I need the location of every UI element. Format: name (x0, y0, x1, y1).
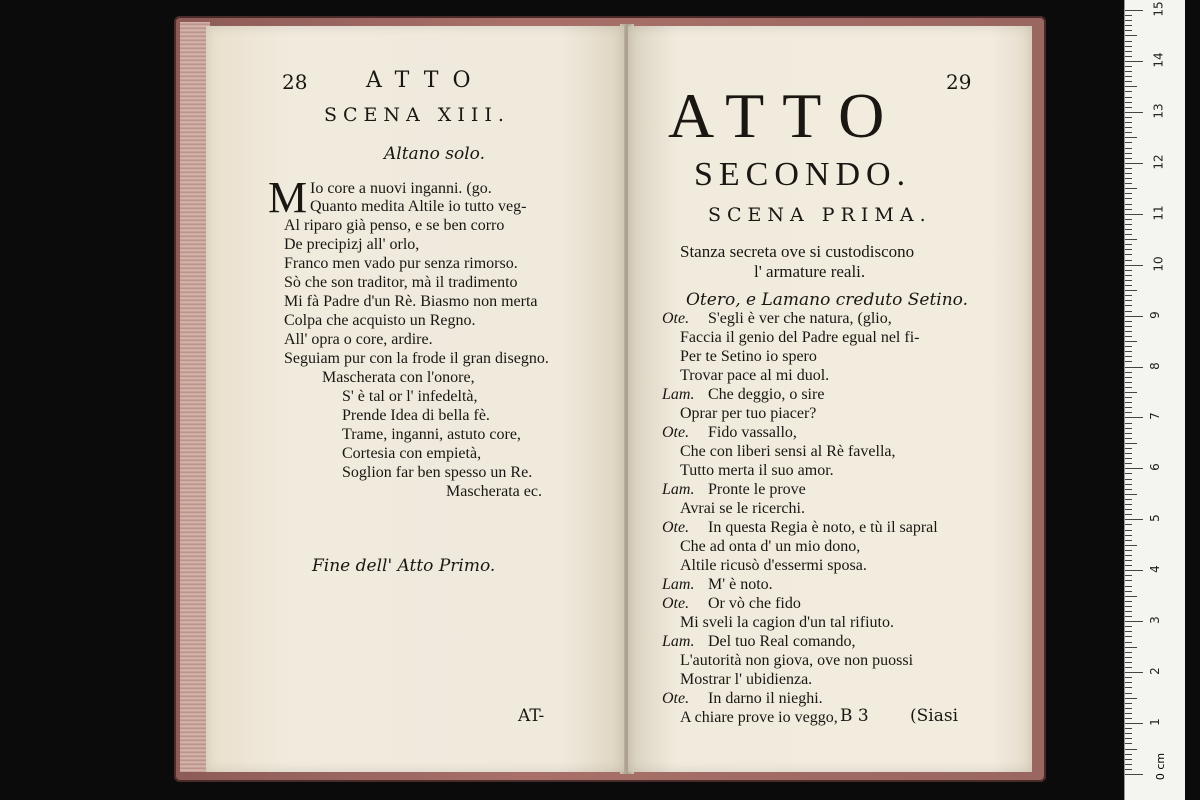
dialogue-line: Oprar per tuo piacer? (680, 405, 817, 422)
dialogue-line: Pronte le prove (708, 481, 806, 498)
ruler-tick (1125, 728, 1132, 729)
speaker-abbreviation: Lam. (662, 386, 695, 403)
dialogue-line: A chiare prove io veggo, (680, 709, 838, 726)
ruler-tick (1125, 214, 1143, 215)
verse-line: S' è tal or l' infedeltà, (342, 388, 478, 405)
ruler-tick (1125, 153, 1132, 154)
ruler-tick (1125, 433, 1132, 434)
ruler-tick (1125, 438, 1132, 439)
ruler-tick (1125, 66, 1132, 67)
ruler-tick (1125, 392, 1137, 393)
ruler-tick (1125, 142, 1132, 143)
ruler-tick (1125, 178, 1132, 179)
ruler-tick (1125, 76, 1132, 77)
ruler-tick (1125, 468, 1143, 469)
ruler-tick (1125, 545, 1137, 546)
ruler-tick (1125, 606, 1132, 607)
right-page (628, 26, 1032, 772)
ruler-tick (1125, 107, 1132, 108)
ruler-tick (1125, 112, 1143, 113)
ruler-tick (1125, 265, 1143, 266)
ruler-tick (1125, 397, 1132, 398)
ruler-tick (1125, 580, 1132, 581)
ruler-tick (1125, 148, 1132, 149)
ruler-tick (1125, 769, 1132, 770)
ruler-tick (1125, 356, 1132, 357)
ruler-tick (1125, 698, 1137, 699)
ruler-tick (1125, 173, 1132, 174)
ruler-tick (1125, 346, 1132, 347)
scene-heading: SCENA PRIMA. (708, 204, 932, 226)
setting-line: Stanza secreta ove si custodiscono (680, 242, 915, 261)
ruler-number: 10 (1151, 256, 1166, 272)
verse-line: Soglion far ben spesso un Re. (342, 464, 533, 481)
speaker-abbreviation: Ote. (662, 595, 690, 612)
ruler-tick (1125, 341, 1137, 342)
ruler-tick (1125, 479, 1132, 480)
ruler-tick (1125, 530, 1132, 531)
ruler-tick (1125, 336, 1132, 337)
ruler-tick (1125, 524, 1132, 525)
verse-line: Al riparo già penso, e se ben corro (284, 217, 505, 234)
ruler-tick (1125, 570, 1143, 571)
ruler-tick (1125, 260, 1132, 261)
verse-line: Quanto medita Altile io tutto veg- (310, 198, 527, 215)
ruler-tick (1125, 209, 1132, 210)
ruler-tick (1125, 97, 1132, 98)
ruler-tick (1125, 188, 1137, 189)
ruler-tick (1125, 652, 1132, 653)
ruler-tick (1125, 367, 1143, 368)
ruler-tick (1125, 489, 1132, 490)
verse-line: Franco men vado pur senza rimorso. (284, 255, 518, 272)
ruler-tick (1125, 428, 1132, 429)
act-title: ATTO (668, 80, 903, 151)
ruler-tick (1125, 601, 1132, 602)
catchword: (Siasi (910, 706, 959, 726)
dialogue-line: Che con liberi sensi al Rè favella, (680, 443, 896, 460)
signature-mark: B 3 (840, 706, 869, 726)
ruler-tick (1125, 51, 1132, 52)
ruler-tick (1125, 41, 1132, 42)
speaker-abbreviation: Ote. (662, 690, 690, 707)
ruler-tick (1125, 519, 1143, 520)
ruler-tick (1125, 473, 1132, 474)
ruler-tick (1125, 193, 1132, 194)
ruler-tick (1125, 738, 1132, 739)
dialogue-line: S'egli è ver che natura, (glio, (708, 310, 892, 327)
ruler-tick (1125, 351, 1132, 352)
ruler-tick (1125, 290, 1137, 291)
ruler-tick (1125, 387, 1132, 388)
ruler-tick (1125, 509, 1132, 510)
ruler-tick (1125, 631, 1132, 632)
ruler-tick (1125, 117, 1132, 118)
ruler-tick (1125, 759, 1132, 760)
dialogue-line: Del tuo Real comando, (708, 633, 856, 650)
ruler-tick (1125, 224, 1132, 225)
ruler-tick (1125, 764, 1132, 765)
verse-line: De precipizj all' orlo, (284, 236, 420, 253)
ruler-tick (1125, 10, 1143, 11)
speaker-abbreviation: Lam. (662, 633, 695, 650)
ruler-tick (1125, 137, 1137, 138)
measuring-ruler (1124, 0, 1185, 800)
ruler-tick (1125, 555, 1132, 556)
ruler-tick (1125, 417, 1143, 418)
speaker-abbreviation: Ote. (662, 310, 690, 327)
ruler-tick (1125, 204, 1132, 205)
dialogue-line: Che deggio, o sire (708, 386, 825, 403)
ruler-tick (1125, 326, 1132, 327)
dialogue-line: Avrai se le ricerchi. (680, 500, 805, 517)
ruler-tick (1125, 275, 1132, 276)
catchword: AT- (518, 706, 545, 726)
ruler-tick (1125, 300, 1132, 301)
ruler-tick (1125, 540, 1132, 541)
dialogue-line: In questa Regia è noto, e tù il sapral (708, 519, 938, 536)
ruler-tick (1125, 91, 1132, 92)
ruler-tick (1125, 560, 1132, 561)
ruler-tick (1125, 46, 1132, 47)
dialogue-line: Per te Setino io spero (680, 348, 817, 365)
ruler-tick (1125, 672, 1143, 673)
ruler-tick (1125, 657, 1132, 658)
ruler-tick (1125, 642, 1132, 643)
dialogue-line: Fido vassallo, (708, 424, 797, 441)
ruler-tick (1125, 285, 1132, 286)
verse-line: All' opra o core, ardire. (284, 331, 433, 348)
left-page (206, 26, 624, 772)
ruler-tick (1125, 458, 1132, 459)
ruler-tick (1125, 550, 1132, 551)
ruler-tick (1125, 71, 1132, 72)
verse-line: Prende Idea di bella fè. (342, 407, 490, 424)
ruler-tick (1125, 504, 1132, 505)
ruler-number: 7 (1147, 412, 1162, 421)
ruler-tick (1125, 321, 1132, 322)
ruler-tick (1125, 626, 1132, 627)
ruler-tick (1125, 280, 1132, 281)
ruler-tick (1125, 61, 1143, 62)
ruler-tick (1125, 295, 1132, 296)
ruler-tick (1125, 382, 1132, 383)
ruler-tick (1125, 463, 1132, 464)
ruler-tick (1125, 234, 1132, 235)
ruler-tick (1125, 239, 1137, 240)
dialogue-line: Che ad onta d' un mio dono, (680, 538, 861, 555)
ruler-tick (1125, 35, 1137, 36)
ruler-tick (1125, 331, 1132, 332)
ruler-tick (1125, 423, 1132, 424)
ruler-number: 1 (1147, 718, 1162, 726)
ruler-tick (1125, 163, 1143, 164)
ruler-tick (1125, 647, 1137, 648)
verse-line: Seguiam pur con la frode il gran disegno. (284, 350, 549, 367)
ruler-tick (1125, 484, 1132, 485)
ruler-tick (1125, 677, 1132, 678)
dialogue-line: Trovar pace al mi duol. (680, 367, 830, 384)
dialogue-line: L'autorità non giova, ove non puossi (680, 652, 914, 669)
dialogue-line: Mostrar l' ubidienza. (680, 671, 813, 688)
ruler-tick (1125, 565, 1132, 566)
ruler-tick (1125, 30, 1132, 31)
ruler-tick (1125, 591, 1132, 592)
ruler-tick (1125, 219, 1132, 220)
ruler-tick (1125, 183, 1132, 184)
ruler-tick (1125, 703, 1132, 704)
ruler-tick (1125, 158, 1132, 159)
ruler-tick (1125, 20, 1132, 21)
running-head: ATTO (366, 68, 485, 93)
verse-line: Cortesia con empietà, (342, 445, 482, 462)
ruler-number: 15 (1151, 1, 1166, 17)
ruler-tick (1125, 616, 1132, 617)
ruler-tick (1125, 15, 1132, 16)
ruler-tick (1125, 743, 1132, 744)
drop-capital: M (268, 173, 308, 222)
ruler-tick (1125, 311, 1132, 312)
ruler-tick (1125, 402, 1132, 403)
ruler-tick (1125, 621, 1143, 622)
dialogue-line: In darno il nieghi. (708, 690, 823, 707)
setting-line: l' armature reali. (754, 262, 866, 281)
ruler-tick (1125, 682, 1132, 683)
ruler-tick (1125, 687, 1132, 688)
ruler-tick (1125, 713, 1132, 714)
ruler-number: 8 (1147, 361, 1162, 370)
ruler-tick (1125, 305, 1132, 306)
ruler-tick (1125, 693, 1132, 694)
ruler-tick (1125, 718, 1132, 719)
ruler-tick (1125, 774, 1143, 775)
ruler-number: 11 (1151, 205, 1166, 221)
ruler-tick (1125, 586, 1132, 587)
dialogue-line: Mi sveli la cagion d'un tal rifiuto. (680, 614, 894, 631)
ruler-tick (1125, 667, 1132, 668)
verse-line: Mi fà Padre d'un Rè. Biasmo non merta (284, 293, 538, 310)
ruler-tick (1125, 596, 1137, 597)
ruler-tick (1125, 86, 1137, 87)
dialogue-line: Altile ricusò d'essermi sposa. (680, 557, 867, 574)
ruler-tick (1125, 749, 1137, 750)
act-end-text: Fine dell' Atto Primo. (312, 556, 496, 576)
ruler-tick (1125, 636, 1132, 637)
ruler-tick (1125, 448, 1132, 449)
ruler-number: 4 (1147, 565, 1162, 574)
ruler-tick (1125, 316, 1143, 317)
speaker-abbreviation: Lam. (662, 481, 695, 498)
ruler-tick (1125, 499, 1132, 500)
ruler-tick (1125, 254, 1132, 255)
ruler-tick (1125, 168, 1132, 169)
ruler-tick (1125, 270, 1132, 271)
ruler-number: 6 (1147, 463, 1162, 472)
ruler-tick (1125, 611, 1132, 612)
speaker-abbreviation: Ote. (662, 424, 690, 441)
ruler-number: 12 (1151, 154, 1166, 170)
ruler-tick (1125, 412, 1132, 413)
dialogue-line: Tutto merta il suo amor. (680, 462, 834, 479)
speaker-abbreviation: Ote. (662, 519, 690, 536)
ruler-tick (1125, 229, 1132, 230)
ruler-tick (1125, 127, 1132, 128)
dialogue-line: M' è noto. (708, 576, 773, 593)
ruler-tick (1125, 102, 1132, 103)
ruler-number: 14 (1151, 52, 1166, 68)
scene-heading: SCENA XIII. (324, 104, 510, 126)
verse-line: Sò che son traditor, mà il tradimento (284, 274, 518, 291)
ruler-tick (1125, 361, 1132, 362)
ruler-tick (1125, 443, 1137, 444)
verse-line: Mascherata con l'onore, (322, 369, 475, 386)
ruler-tick (1125, 754, 1132, 755)
ruler-tick (1125, 407, 1132, 408)
speaker-heading: Altano solo. (384, 144, 486, 164)
ruler-tick (1125, 723, 1143, 724)
ruler-tick (1125, 535, 1132, 536)
characters-line: Otero, e Lamano creduto Setino. (686, 290, 969, 310)
act-subtitle: SECONDO. (694, 156, 912, 193)
page-number: 28 (282, 70, 308, 94)
ruler-tick (1125, 494, 1137, 495)
ruler-tick (1125, 453, 1132, 454)
ruler-number: 5 (1147, 514, 1162, 523)
ruler-tick (1125, 198, 1132, 199)
ruler-tick (1125, 56, 1132, 57)
verse-line: Colpa che acquisto un Regno. (284, 312, 476, 329)
ruler-tick (1125, 25, 1132, 26)
ruler-tick (1125, 575, 1132, 576)
ruler-tick (1125, 132, 1132, 133)
ruler-number: 3 (1147, 616, 1162, 625)
ruler-tick (1125, 372, 1132, 373)
ruler-tick (1125, 377, 1132, 378)
ruler-tick (1125, 514, 1132, 515)
dialogue-line: Or vò che fido (708, 595, 801, 612)
ruler-number: 2 (1147, 667, 1162, 675)
dialogue-line: Faccia il genio del Padre egual nel fi- (680, 329, 920, 346)
verse-line: Mascherata ec. (446, 483, 542, 500)
speaker-abbreviation: Lam. (662, 576, 695, 593)
ruler-tick (1125, 733, 1132, 734)
ruler-tick (1125, 122, 1132, 123)
ruler-tick (1125, 708, 1132, 709)
verse-line: Io core a nuovi inganni. (go. (310, 180, 492, 197)
page-number: 29 (946, 70, 972, 94)
ruler-tick (1125, 81, 1132, 82)
ruler-number: 13 (1151, 103, 1166, 119)
ruler-tick (1125, 662, 1132, 663)
ruler-unit-label: 0 cm (1154, 752, 1168, 781)
verse-line: Trame, inganni, astuto core, (342, 426, 521, 443)
ruler-tick (1125, 249, 1132, 250)
ruler-number: 9 (1147, 310, 1162, 319)
ruler-tick (1125, 244, 1132, 245)
